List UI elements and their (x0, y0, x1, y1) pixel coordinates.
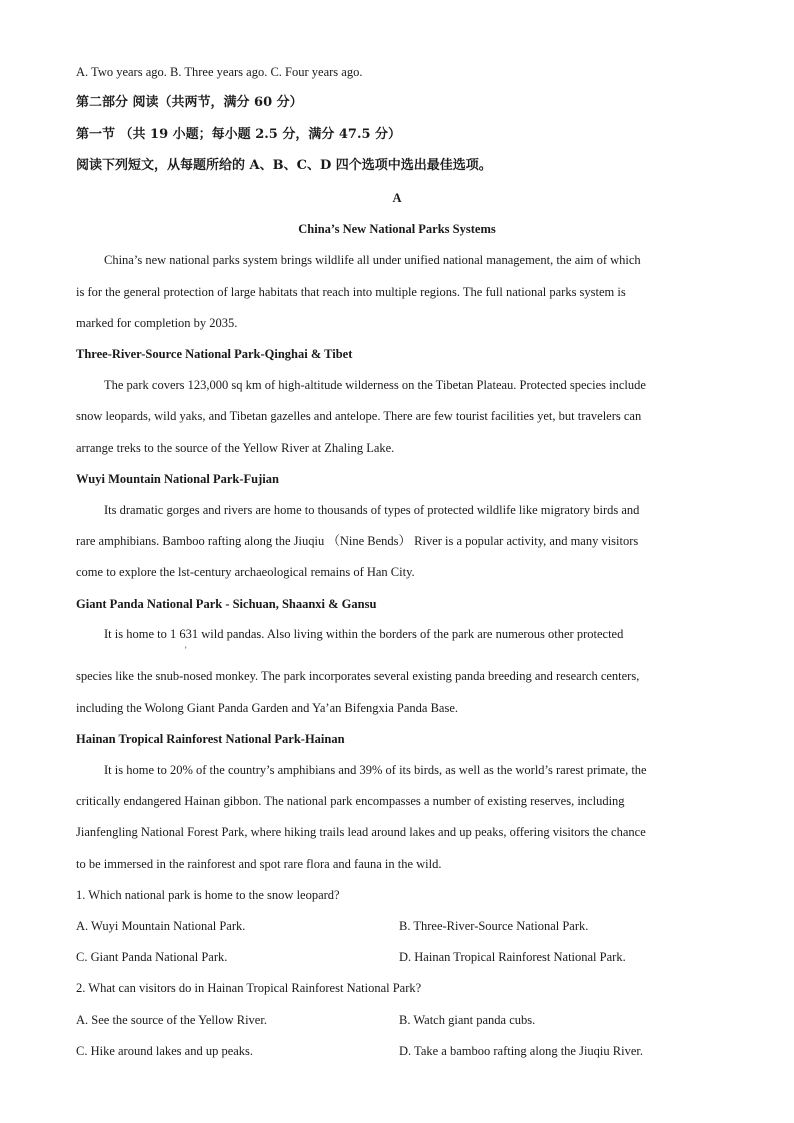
answer-option: B. Watch giant panda cubs. (399, 1013, 536, 1027)
park-heading: Giant Panda National Park - Sichuan, Shaanxi & Gansu (76, 597, 377, 611)
answer-option: C. Giant Panda National Park. (76, 950, 228, 964)
prev-question-options: A. Two years ago. B. Three years ago. C. Four years ago. (76, 65, 363, 79)
passage-letter: A (392, 191, 402, 205)
question-stem: 1. Which national park is home to the snow leopard? (76, 888, 340, 902)
question-stem: 2. What can visitors do in Hainan Tropical Rainforest National Park? (76, 981, 422, 995)
answer-option: A. See the source of the Yellow River. (76, 1013, 267, 1027)
part-title: 第二部分 阅读（共两节，满分 60 分） (76, 95, 303, 110)
park-text-line: arrange treks to the source of the Yellow River at Zhaling Lake. (76, 441, 395, 455)
answer-option: D. Hainan Tropical Rainforest National Park. (399, 950, 626, 964)
answer-option: C. Hike around lakes and up peaks. (76, 1044, 254, 1058)
answer-option: B. Three-River-Source National Park. (399, 919, 589, 933)
park-text-line: Jianfengling National Forest Park, where hiking trails lead around lakes and up peaks, offering visitors the chance (76, 825, 646, 839)
park-heading: Three-River-Source National Park-Qinghai & Tibet (76, 347, 353, 361)
intro-line: marked for completion by 2035. (76, 316, 238, 330)
answer-option: D. Take a bamboo rafting along the Jiuqiu River. (399, 1044, 643, 1058)
park-text-line: come to explore the lst-century archaeological remains of Han City. (76, 565, 415, 579)
tick-mark: ' (185, 645, 187, 655)
park-text-line: It is home to 20% of the country’s amphibians and 39% of its birds, as well as the world’s rarest primate, the (104, 763, 647, 777)
instructions: 阅读下列短文，从每题所给的 A、B、C、D 四个选项中选出最佳选项。 (76, 158, 492, 173)
answer-option: A. Wuyi Mountain National Park. (76, 919, 246, 933)
park-text-line: including the Wolong Giant Panda Garden and Ya’an Bifengxia Panda Base. (76, 701, 459, 715)
park-text-line: snow leopards, wild yaks, and Tibetan gazelles and antelope. There are few tourist facilities yet, but travelers can (76, 409, 642, 423)
park-text-line: The park covers 123,000 sq km of high-altitude wilderness on the Tibetan Plateau. Protected species include (104, 378, 646, 392)
park-text-line: species like the snub-nosed monkey. The park incorporates several existing panda breeding and research centers, (76, 669, 640, 683)
intro-line: China’s new national parks system brings wildlife all under unified national management, the aim of which (104, 253, 641, 267)
park-text-line: Its dramatic gorges and rivers are home to thousands of types of protected wildlife like migratory birds and (104, 503, 640, 517)
park-text-line: rare amphibians. Bamboo rafting along the Jiuqiu （Nine Bends） River is a popular activity, and many visitors (76, 534, 639, 548)
park-text-line: It is home to 1 631 wild pandas. Also living within the borders of the park are numerous other protected (104, 627, 624, 641)
park-text-line: critically endangered Hainan gibbon. The national park encompasses a number of existing reserves, including (76, 794, 625, 808)
passage-title: China’s New National Parks Systems (298, 222, 496, 236)
park-text-line: to be immersed in the rainforest and spot rare flora and fauna in the wild. (76, 857, 442, 871)
park-heading: Wuyi Mountain National Park-Fujian (76, 472, 279, 486)
park-heading: Hainan Tropical Rainforest National Park-Hainan (76, 732, 345, 746)
section-title: 第一节 （共 19 小题；每小题 2.5 分，满分 47.5 分） (76, 127, 402, 142)
intro-line: is for the general protection of large habitats that reach into multiple regions. The full national parks system is (76, 285, 626, 299)
